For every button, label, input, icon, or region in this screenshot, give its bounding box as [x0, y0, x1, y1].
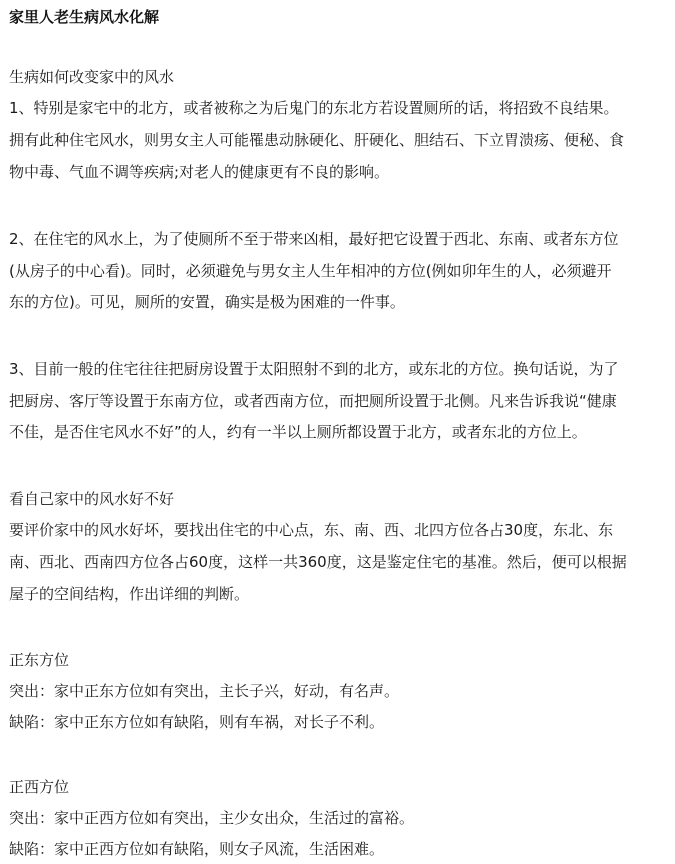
evaluate-line-2: 南、西北、西南四方位各占60度，这样一共360度，这是鉴定住宅的基准。然后，便可以根据 [9, 553, 627, 571]
section-heading-evaluate: 看自己家中的风水好不好 [9, 490, 175, 508]
section-heading-illness: 生病如何改变家中的风水 [9, 68, 175, 86]
evaluate-line-1: 要评价家中的风水好坏，要找出住宅的中心点，东、南、西、北四方位各占30度，东北、东 [9, 521, 614, 539]
paragraph-3-line-1: 3、目前一般的住宅往往把厨房设置于太阳照射不到的北方，或东北的方位。换句话说，为了 [9, 360, 619, 378]
paragraph-2-line-3: 东的方位)。可见，厕所的安置，确实是极为困难的一件事。 [9, 293, 405, 311]
west-protrusion-line: 突出：家中正西方位如有突出，主少女出众，生活过的富裕。 [9, 809, 415, 827]
article-title: 家里人老生病风水化解 [9, 8, 160, 26]
paragraph-1-line-1: 1、特别是家宅中的北方，或者被称之为后鬼门的东北方若设置厕所的话，将招致不良结果。 [9, 99, 619, 117]
paragraph-1-line-2: 拥有此种住宅风水，则男女主人可能罹患动脉硬化、肝硬化、胆结石、下立胃溃疡、便秘、食 [9, 131, 625, 149]
paragraph-2-line-2: (从房子的中心看)。同时，必须避免与男女主人生年相冲的方位(例如卯年生的人，必须避开 [9, 262, 612, 280]
east-protrusion-line: 突出：家中正东方位如有突出，主长子兴，好动，有名声。 [9, 682, 400, 700]
west-deficiency-line: 缺陷：家中正西方位如有缺陷，则女子风流，生活困难。 [9, 840, 385, 858]
paragraph-3-line-3: 不佳，是否住宅风水不好”的人，约有一半以上厕所都设置于北方，或者东北的方位上。 [9, 423, 587, 441]
evaluate-line-3: 屋子的空间结构，作出详细的判断。 [9, 585, 250, 603]
paragraph-1-line-3: 物中毒、气血不调等疾病;对老人的健康更有不良的影响。 [9, 163, 390, 181]
paragraph-2-line-1: 2、在住宅的风水上，为了使厕所不至于带来凶相，最好把它设置于西北、东南、或者东方位 [9, 230, 619, 248]
east-deficiency-line: 缺陷：家中正东方位如有缺陷，则有车祸，对长子不利。 [9, 713, 385, 731]
section-heading-west: 正西方位 [9, 778, 70, 796]
section-heading-east: 正东方位 [9, 651, 70, 669]
paragraph-3-line-2: 把厨房、客厅等设置于东南方位，或者西南方位，而把厕所设置于北侧。凡来告诉我说“健康 [9, 392, 617, 410]
